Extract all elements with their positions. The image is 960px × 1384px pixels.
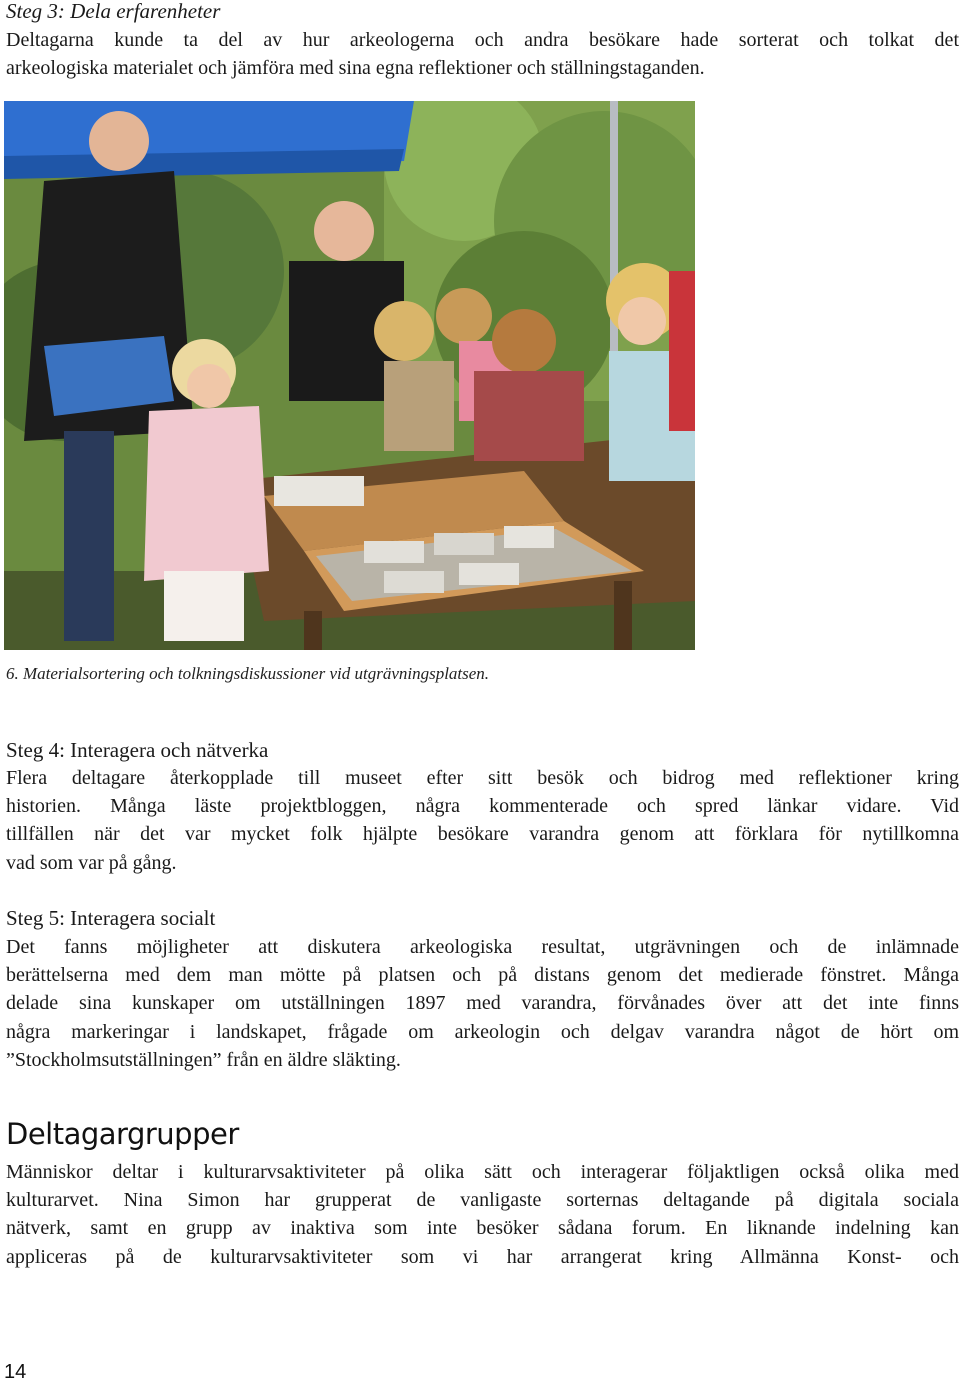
steg3-heading: Steg 3: Dela erfarenheter xyxy=(6,0,221,23)
steg3-line-2: arkeologiska materialet och jämföra med sina egna reflektioner och ställningstaganden. xyxy=(6,57,705,80)
deltagargrupper-line-4: appliceras på de kulturarvsaktiviteter som vi har arrangerat kring Allmänna Konst- och xyxy=(6,1245,959,1268)
steg4-line-2: historien. Många läste projektbloggen, några kommenterade och spred länkar vidare. Vid xyxy=(6,795,959,818)
steg5-paragraph xyxy=(6,933,959,1074)
deltagargrupper-paragraph xyxy=(6,1158,959,1271)
deltagargrupper-line-2: kulturarvet. Nina Simon har grupperat de vanligaste sorternas deltagande på digitala sociala xyxy=(6,1189,959,1212)
deltagargrupper-line-3: nätverk, samt en grupp av inaktiva som inte besöker sådana forum. En liknande indelning kan xyxy=(6,1217,959,1240)
steg4-heading: Steg 4: Interagera och nätverka xyxy=(6,738,269,762)
steg5-line-4: några markeringar i landskapet, frågade om arkeologin och delgav varandra något de hört om xyxy=(6,1020,959,1043)
steg4-line-1: Flera deltagare återkopplade till museet efter sitt besök och bidrog med reflektioner kring xyxy=(6,767,959,789)
steg5-heading: Steg 5: Interagera socialt xyxy=(6,906,216,930)
steg4-line-3: tillfällen när det var mycket folk hjälpte besökare varandra genom att förklara för nytillkomna xyxy=(6,823,959,846)
section-title: Deltagargrupper xyxy=(6,1117,239,1151)
steg5-line-2: berättelserna med dem man mötte på platsen och på distans genom det medierade fönstret. Många xyxy=(6,964,959,987)
excavation-sorting-photo xyxy=(4,101,695,650)
figure-caption: 6. Materialsortering och tolkningsdiskussioner vid utgrävningsplatsen. xyxy=(6,664,490,683)
steg3-line-1: Deltagarna kunde ta del av hur arkeologerna och andra besökare hade sorterat och tolkat det xyxy=(6,29,959,51)
steg5-line-1: Det fanns möjligheter att diskutera arkeologiska resultat, utgrävningen och de inlämnade xyxy=(6,936,959,958)
steg4-line-4: vad som var på gång. xyxy=(6,851,177,874)
steg5-line-3: delade sina kunskaper om utställningen 1897 med varandra, förvånades över att det inte finns xyxy=(6,992,959,1015)
steg5-line-5: ”Stockholmsutställningen” från en äldre släkting. xyxy=(6,1048,401,1071)
page-number: 14 xyxy=(4,1361,27,1383)
steg4-paragraph xyxy=(6,764,959,877)
deltagargrupper-line-1: Människor deltar i kulturarvsaktiviteter på olika sätt och interagerar följaktligen också olika med xyxy=(6,1161,959,1183)
steg3-paragraph xyxy=(6,26,959,82)
